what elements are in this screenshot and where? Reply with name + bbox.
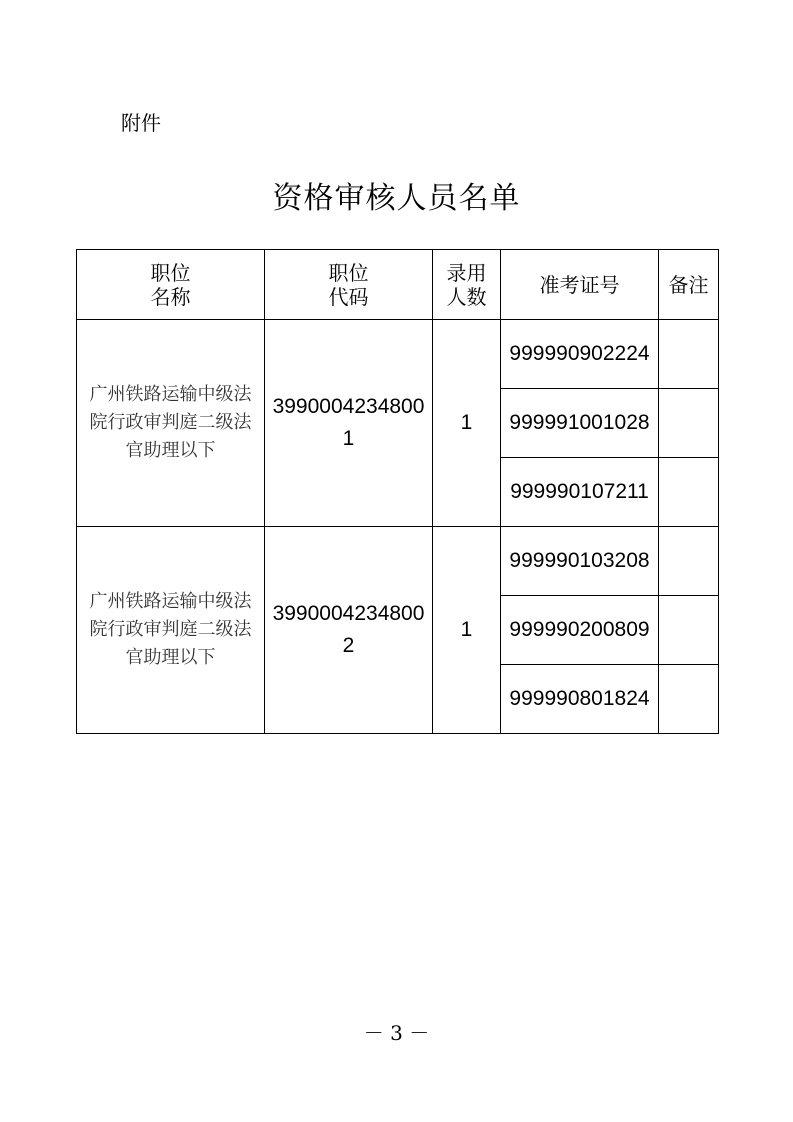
header-ticket-number: 准考证号 [501, 250, 659, 320]
header-position-name-line2: 名称 [150, 284, 191, 309]
remarks-cell [659, 458, 719, 527]
position-code-cell: 39900042348002 [265, 527, 433, 734]
header-hires-line2: 人数 [446, 284, 487, 309]
hires-count-cell: 1 [433, 320, 501, 527]
ticket-number-cell: 999990801824 [501, 665, 659, 734]
header-position-code-line2: 代码 [328, 284, 369, 309]
position-name-cell: 广州铁路运输中级法院行政审判庭二级法官助理以下 [77, 320, 265, 527]
remarks-cell [659, 527, 719, 596]
header-position-name [77, 250, 265, 320]
page-number: － 3 － [363, 1021, 430, 1045]
attachment-label: 附件 [121, 111, 161, 135]
header-position-code-line1: 职位 [328, 260, 369, 285]
remarks-cell [659, 596, 719, 665]
document-title: 资格审核人员名单 [272, 181, 521, 216]
ticket-number-cell: 999990902224 [501, 320, 659, 389]
position-name-cell: 广州铁路运输中级法院行政审判庭二级法官助理以下 [77, 527, 265, 734]
table-row [77, 527, 719, 596]
remarks-cell [659, 320, 719, 389]
table-header-row [77, 250, 719, 320]
header-position-name-line1: 职位 [150, 260, 191, 285]
table-row [77, 320, 719, 389]
ticket-number-cell: 999990103208 [501, 527, 659, 596]
header-remarks: 备注 [659, 250, 719, 320]
header-position-code [265, 250, 433, 320]
ticket-number-cell: 999990107211 [501, 458, 659, 527]
ticket-number-cell: 999991001028 [501, 389, 659, 458]
candidate-table [76, 249, 719, 734]
position-code-cell: 39900042348001 [265, 320, 433, 527]
remarks-cell [659, 665, 719, 734]
ticket-number-cell: 999990200809 [501, 596, 659, 665]
header-hires [433, 250, 501, 320]
remarks-cell [659, 389, 719, 458]
header-hires-line1: 录用 [446, 260, 487, 285]
hires-count-cell: 1 [433, 527, 501, 734]
